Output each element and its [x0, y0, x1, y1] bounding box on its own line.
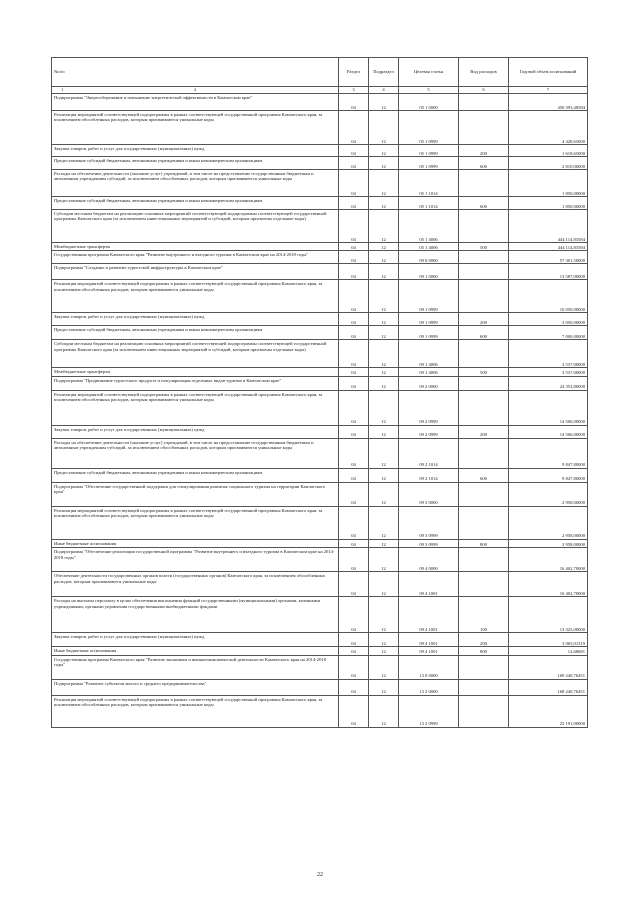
table-row: [52, 695, 588, 727]
row-vid-cell: [459, 679, 509, 695]
row-razdel-cell: 04: [339, 94, 369, 111]
row-amount-cell: 7 000,00000: [509, 326, 588, 340]
row-name-cell: Реализация мероприятий соответствующей подпрограммы в рамках соответствующей государственной программы Камчатского края, за исключением обособленных расходов, которым присваиваются уникальные коды: [52, 695, 339, 727]
row-name-cell: Реализация мероприятий соответствующей подпрограммы в рамках соответствующей государственной программы Камчатского края, за исключением обособленных расходов, которым присваиваются уникальные коды: [52, 506, 339, 539]
row-target-cell: 09 1 0999: [399, 313, 459, 326]
row-target-cell: 05 1 0999: [399, 111, 459, 145]
row-amount-cell: 3 050,00000: [509, 313, 588, 326]
row-amount-cell: 23 191,00000: [509, 695, 588, 727]
row-amount-cell: 168 240,76451: [509, 679, 588, 695]
row-razdel-cell: 04: [339, 425, 369, 438]
row-razdel-cell: 04: [339, 572, 369, 597]
row-name-cell: Субсидии местным бюджетам на реализацию основных мероприятий соответствующей подпрограммы соответствующей государственной программы Камчатского края (за исключением инвестиционных мероприятий и субсидий, которым присвоены отдельные коды): [52, 340, 339, 368]
row-podrazdel-cell: 12: [369, 572, 399, 597]
table-row: [52, 506, 588, 539]
row-amount-cell: 13 587,00000: [509, 264, 588, 280]
row-podrazdel-cell: 12: [369, 251, 399, 264]
row-target-cell: 09 3 0000: [399, 482, 459, 506]
row-name-cell: Межбюджетные трансферты: [52, 368, 339, 376]
row-podrazdel-cell: 12: [369, 111, 399, 145]
row-target-cell: 09 4 1001: [399, 647, 459, 655]
row-amount-cell: 2 958,00000: [509, 482, 588, 506]
table-body: [52, 94, 588, 728]
row-name-cell: Закупка товаров, работ и услуг для государственных (муниципальных) нужд: [52, 145, 339, 157]
row-podrazdel-cell: 12: [369, 368, 399, 376]
row-vid-cell: [459, 210, 509, 243]
table-row: [52, 157, 588, 170]
row-name-cell: Предоставление субсидий бюджетным, автономным учреждениям и иным некоммерческим организациям: [52, 326, 339, 340]
header-razdel: Раздел: [339, 58, 369, 87]
row-vid-cell: 200: [459, 425, 509, 438]
table-row: [52, 197, 588, 210]
table-row: [52, 251, 588, 264]
row-target-cell: 09 1 4006: [399, 368, 459, 376]
row-name-cell: Иные бюджетные ассигнования: [52, 647, 339, 655]
table-row: [52, 368, 588, 376]
row-target-cell: 13 0 0000: [399, 655, 459, 679]
budget-table-sheet: [51, 57, 587, 728]
row-name-cell: Предоставление субсидий бюджетным, автономным учреждениям и иным некоммерческим организациям: [52, 468, 339, 482]
row-amount-cell: 16 402,70000: [509, 572, 588, 597]
row-vid-cell: [459, 340, 509, 368]
row-amount-cell: 1 850,00000: [509, 170, 588, 197]
row-vid-cell: 200: [459, 633, 509, 647]
table-row: [52, 468, 588, 482]
row-razdel-cell: 04: [339, 340, 369, 368]
row-amount-cell: 1 618,65000: [509, 145, 588, 157]
row-vid-cell: 600: [459, 468, 509, 482]
row-razdel-cell: 04: [339, 539, 369, 547]
row-name-cell: Закупка товаров, работ и услуг для государственных (муниципальных) нужд: [52, 633, 339, 647]
row-vid-cell: 600: [459, 326, 509, 340]
row-vid-cell: [459, 390, 509, 425]
row-podrazdel-cell: 12: [369, 482, 399, 506]
column-number-cell: 7: [509, 87, 588, 94]
row-amount-cell: 9 847,80000: [509, 438, 588, 468]
row-amount-cell: 12,68681: [509, 647, 588, 655]
row-podrazdel-cell: 12: [369, 539, 399, 547]
row-podrazdel-cell: 12: [369, 157, 399, 170]
table-row: [52, 438, 588, 468]
row-razdel-cell: 04: [339, 313, 369, 326]
row-amount-cell: 3 065,01319: [509, 633, 588, 647]
row-target-cell: 05 1 4006: [399, 210, 459, 243]
table-row: [52, 210, 588, 243]
row-podrazdel-cell: 12: [369, 425, 399, 438]
row-vid-cell: [459, 170, 509, 197]
page-number: 22: [317, 872, 323, 878]
table-row: [52, 94, 588, 111]
table-row: [52, 539, 588, 547]
row-target-cell: 09 3 0999: [399, 506, 459, 539]
row-podrazdel-cell: 12: [369, 145, 399, 157]
row-amount-cell: 16 402,70000: [509, 548, 588, 572]
header-amount: Годовой объем ассигнований: [509, 58, 588, 87]
row-razdel-cell: 04: [339, 655, 369, 679]
row-name-cell: Предоставление субсидий бюджетным, автономным учреждениям и иным некоммерческим организациям: [52, 197, 339, 210]
row-target-cell: 09 0 0000: [399, 251, 459, 264]
row-amount-cell: 14 506,00000: [509, 390, 588, 425]
row-podrazdel-cell: 12: [369, 506, 399, 539]
row-target-cell: 05 1 0999: [399, 157, 459, 170]
row-name-cell: Реализация мероприятий соответствующей подпрограммы в рамках соответствующей государственной программы Камчатского края, за исключением обособленных расходов, которым присваиваются уникальные коды: [52, 111, 339, 145]
row-razdel-cell: 04: [339, 597, 369, 633]
row-name-cell: Иные бюджетные ассигнования: [52, 539, 339, 547]
table-row: [52, 633, 588, 647]
table-row: [52, 390, 588, 425]
row-vid-cell: 100: [459, 597, 509, 633]
row-razdel-cell: 04: [339, 264, 369, 280]
column-number-cell: [52, 87, 339, 94]
row-target-cell: 09 4 1001: [399, 572, 459, 597]
row-name-cell: Закупка товаров, работ и услуг для государственных (муниципальных) нужд: [52, 425, 339, 438]
table-row: [52, 655, 588, 679]
row-razdel-cell: 04: [339, 695, 369, 727]
row-vid-cell: [459, 695, 509, 727]
row-amount-cell: 2 958,00000: [509, 506, 588, 539]
table-row: [52, 326, 588, 340]
table-row: [52, 572, 588, 597]
row-razdel-cell: 04: [339, 145, 369, 157]
row-razdel-cell: 04: [339, 210, 369, 243]
row-target-cell: 05 1 0000: [399, 94, 459, 111]
table-header-row: [52, 58, 588, 87]
column-number-cell: 6: [459, 87, 509, 94]
row-vid-cell: [459, 376, 509, 390]
row-razdel-cell: 04: [339, 506, 369, 539]
header-podrazdel: Подраздел: [369, 58, 399, 87]
row-podrazdel-cell: 12: [369, 695, 399, 727]
row-name-cell: Закупка товаров, работ и услуг для государственных (муниципальных) нужд: [52, 313, 339, 326]
row-name-cell: Государственная программа Камчатского края "Развитие внутреннего и въездного туризма в Камчатском крае на 2014-2018 годы": [52, 251, 339, 264]
row-razdel-cell: 04: [339, 390, 369, 425]
row-podrazdel-cell: 12: [369, 326, 399, 340]
row-vid-cell: [459, 438, 509, 468]
row-razdel-cell: 04: [339, 679, 369, 695]
table-row: [52, 313, 588, 326]
row-name-cell: Расходы на выплаты персоналу в целях обеспечения выполнения функций государственными (муниципальными) органами, казенными учреждениями, органами управления государственными внебюджетными фондами: [52, 597, 339, 633]
row-razdel-cell: 04: [339, 438, 369, 468]
row-vid-cell: [459, 251, 509, 264]
row-name-cell: Подпрограмма "Продвижение туристского продукта и популяризация отдельных видов туризма в Камчатском крае": [52, 376, 339, 390]
row-razdel-cell: 04: [339, 368, 369, 376]
row-razdel-cell: 04: [339, 280, 369, 313]
column-number-cell: 4: [369, 87, 399, 94]
row-vid-cell: [459, 506, 509, 539]
row-razdel-cell: 04: [339, 468, 369, 482]
row-vid-cell: [459, 655, 509, 679]
row-podrazdel-cell: 12: [369, 647, 399, 655]
row-amount-cell: 2 810,00000: [509, 157, 588, 170]
column-number-cell: 5: [399, 87, 459, 94]
row-podrazdel-cell: 12: [369, 94, 399, 111]
row-amount-cell: 444 114,83584: [509, 243, 588, 251]
row-podrazdel-cell: 12: [369, 548, 399, 572]
row-target-cell: 05 1 0999: [399, 145, 459, 157]
row-podrazdel-cell: 12: [369, 313, 399, 326]
row-vid-cell: 600: [459, 197, 509, 210]
row-vid-cell: 200: [459, 145, 509, 157]
row-target-cell: 05 1 1014: [399, 197, 459, 210]
row-podrazdel-cell: 12: [369, 376, 399, 390]
row-target-cell: 09 4 1001: [399, 633, 459, 647]
row-razdel-cell: 04: [339, 251, 369, 264]
row-amount-cell: 2 958,00000: [509, 539, 588, 547]
row-amount-cell: 3 537,00000: [509, 368, 588, 376]
row-amount-cell: 1 850,00000: [509, 197, 588, 210]
row-podrazdel-cell: 12: [369, 679, 399, 695]
row-razdel-cell: 04: [339, 482, 369, 506]
row-vid-cell: 500: [459, 243, 509, 251]
header-vid: Вид расходов: [459, 58, 509, 87]
row-amount-cell: 13 325,00000: [509, 597, 588, 633]
row-podrazdel-cell: 12: [369, 280, 399, 313]
row-podrazdel-cell: 12: [369, 438, 399, 468]
row-name-cell: Подпрограмма "Развитие субъектов малого и среднего предпринимательства": [52, 679, 339, 695]
table-row: [52, 482, 588, 506]
row-amount-cell: 14 506,00000: [509, 425, 588, 438]
row-razdel-cell: 04: [339, 157, 369, 170]
table-row: [52, 647, 588, 655]
row-name-cell: Подпрограмма "Создание и развитие туристской инфраструктуры в Камчатском крае": [52, 264, 339, 280]
row-vid-cell: [459, 572, 509, 597]
table-row: [52, 264, 588, 280]
table-row: [52, 340, 588, 368]
table-row: [52, 280, 588, 313]
column-number-label: 2: [193, 87, 197, 93]
row-vid-cell: [459, 264, 509, 280]
row-amount-cell: 450 393,48584: [509, 94, 588, 111]
row-razdel-cell: 04: [339, 170, 369, 197]
row-name-cell: Расходы на обеспечение деятельности (оказание услуг) учреждений, в том числе на предоставление государственным бюджетным и автономным учреждениям субсидий, за исключением обособленных расходов, которым присваиваются уникальные коды: [52, 438, 339, 468]
table-row: [52, 145, 588, 157]
row-target-cell: 13 2 0999: [399, 695, 459, 727]
row-target-cell: 09 1 0999: [399, 326, 459, 340]
row-target-cell: 09 2 1014: [399, 468, 459, 482]
table-row: [52, 243, 588, 251]
row-podrazdel-cell: 12: [369, 197, 399, 210]
table-row: [52, 170, 588, 197]
row-razdel-cell: 04: [339, 111, 369, 145]
row-target-cell: 09 4 0000: [399, 548, 459, 572]
row-amount-cell: 57 301,50000: [509, 251, 588, 264]
row-vid-cell: [459, 111, 509, 145]
row-vid-cell: 500: [459, 368, 509, 376]
column-number-row: [52, 87, 588, 94]
row-vid-cell: [459, 482, 509, 506]
row-amount-cell: 10 050,00000: [509, 280, 588, 313]
row-name-cell: Реализация мероприятий соответствующей подпрограммы в рамках соответствующей государственной программы Камчатского края, за исключением обособленных расходов, которым присваиваются уникальные коды: [52, 280, 339, 313]
row-target-cell: 09 2 0999: [399, 425, 459, 438]
row-razdel-cell: 04: [339, 647, 369, 655]
table-row: [52, 376, 588, 390]
column-number-cell: 3: [339, 87, 369, 94]
row-podrazdel-cell: 12: [369, 340, 399, 368]
row-target-cell: 09 2 1014: [399, 438, 459, 468]
row-razdel-cell: 04: [339, 376, 369, 390]
row-target-cell: 05 1 1014: [399, 170, 459, 197]
column-number-label: 1: [61, 87, 64, 93]
row-podrazdel-cell: 12: [369, 243, 399, 251]
row-podrazdel-cell: 12: [369, 170, 399, 197]
row-target-cell: 13 2 0000: [399, 679, 459, 695]
row-target-cell: 09 4 1001: [399, 597, 459, 633]
row-name-cell: Подпрограмма "Обеспечение государственной поддержки для стимулирования развития социального туризма на территории Камчатского края": [52, 482, 339, 506]
table-row: [52, 679, 588, 695]
header-name: №п/п: [52, 58, 339, 87]
row-vid-cell: 800: [459, 647, 509, 655]
row-name-cell: Обеспечение деятельности государственных органов власти (государственных органов) Камчатского края, за исключением обособленных расходов, которым присваиваются уникальные коды: [52, 572, 339, 597]
row-amount-cell: 4 428,65000: [509, 111, 588, 145]
row-amount-cell: 3 537,00000: [509, 340, 588, 368]
row-razdel-cell: 04: [339, 548, 369, 572]
row-name-cell: Подпрограмма "Энергосбережение и повышение энергетической эффективности в Камчатском крае": [52, 94, 339, 111]
row-podrazdel-cell: 12: [369, 597, 399, 633]
row-vid-cell: [459, 280, 509, 313]
row-razdel-cell: 04: [339, 243, 369, 251]
row-target-cell: 09 1 0999: [399, 280, 459, 313]
row-amount-cell: 24 353,80000: [509, 376, 588, 390]
row-razdel-cell: 04: [339, 326, 369, 340]
header-target: Целевая статья: [399, 58, 459, 87]
row-name-cell: Государственная программа Камчатского края "Развитие экономики и внешнеэкономической деятельности Камчатского края на 2014-2018 годы": [52, 655, 339, 679]
row-amount-cell: 444 114,83584: [509, 210, 588, 243]
row-target-cell: 09 2 0000: [399, 376, 459, 390]
row-podrazdel-cell: 12: [369, 655, 399, 679]
row-name-cell: Субсидии местным бюджетам на реализацию основных мероприятий соответствующей подпрограммы соответствующей государственной программы Камчатского края (за исключением инвестиционных мероприятий и субсидий, которым присвоены отдельные коды): [52, 210, 339, 243]
budget-table: [51, 57, 588, 728]
row-amount-cell: 9 847,80000: [509, 468, 588, 482]
row-razdel-cell: 04: [339, 197, 369, 210]
row-target-cell: 05 1 4006: [399, 243, 459, 251]
row-vid-cell: [459, 94, 509, 111]
row-vid-cell: 200: [459, 313, 509, 326]
row-amount-cell: 169 240,76451: [509, 655, 588, 679]
row-vid-cell: 600: [459, 157, 509, 170]
row-target-cell: 09 1 0000: [399, 264, 459, 280]
row-name-cell: Межбюджетные трансферты: [52, 243, 339, 251]
row-name-cell: Подпрограмма "Обеспечение реализации государственной программы "Развитие внутреннего и въездного туризма в Камчатском крае на 2014-2018 годы": [52, 548, 339, 572]
table-row: [52, 425, 588, 438]
row-podrazdel-cell: 12: [369, 264, 399, 280]
row-name-cell: Предоставление субсидий бюджетным, автономным учреждениям и иным некоммерческим организациям: [52, 157, 339, 170]
row-podrazdel-cell: 12: [369, 468, 399, 482]
row-name-cell: Расходы на обеспечение деятельности (оказание услуг) учреждений, в том числе на предоставление государственным бюджетным и автономным учреждениям субсидий, за исключением обособленных расходов, которым присваиваются уникальные коды: [52, 170, 339, 197]
table-row: [52, 111, 588, 145]
row-vid-cell: 800: [459, 539, 509, 547]
row-podrazdel-cell: 12: [369, 633, 399, 647]
row-podrazdel-cell: 12: [369, 210, 399, 243]
row-podrazdel-cell: 12: [369, 390, 399, 425]
row-target-cell: 09 3 0999: [399, 539, 459, 547]
row-target-cell: 09 2 0999: [399, 390, 459, 425]
table-row: [52, 597, 588, 633]
row-razdel-cell: 04: [339, 633, 369, 647]
table-row: [52, 548, 588, 572]
row-target-cell: 09 1 4006: [399, 340, 459, 368]
row-name-cell: Реализация мероприятий соответствующей подпрограммы в рамках соответствующей государственной программы Камчатского края, за исключением обособленных расходов, которым присваиваются уникальные коды: [52, 390, 339, 425]
row-vid-cell: [459, 548, 509, 572]
